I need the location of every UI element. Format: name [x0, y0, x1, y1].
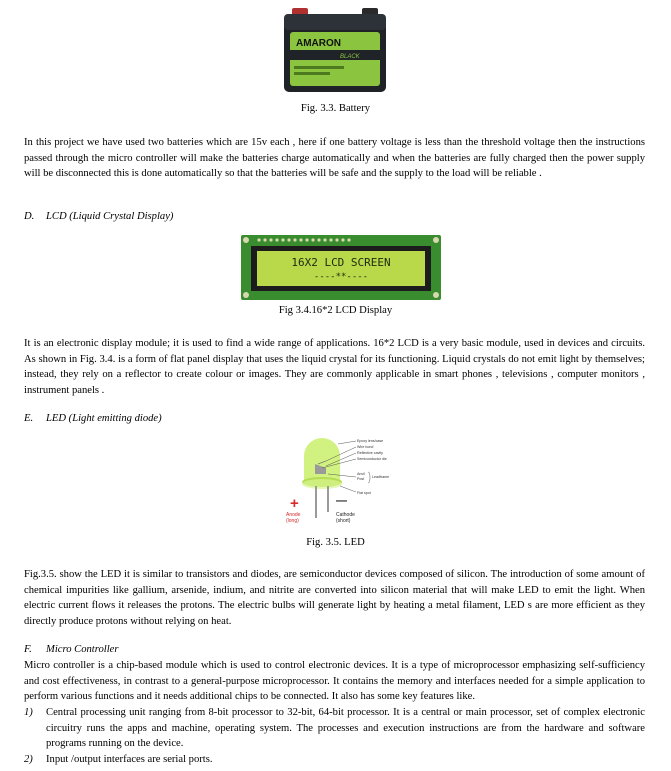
led-minus-sign: — [336, 495, 347, 507]
micro-controller-paragraph: Micro controller is a chip-based module which is used to control electronic devices. It is a type of microprocessor emphasizing self-sufficiency and cost effectiveness, in contrast to a general-purpose microprocessor. It contains the memory and interfaces needed for a simple application to perform various functions and it needs additional chips to be connected. It also has some key features like. [24, 660, 645, 703]
battery-brand-text: AMARON [296, 38, 341, 49]
battery-sublabel-text: BLACK [340, 54, 360, 60]
list-text: Input /output interfaces are serial ports. [46, 754, 213, 765]
led-paragraph: Fig.3.5. show the LED it is similar to transistors and diodes, are semiconductor devices composed of silicon. The introduction of some amount of chemical impurities like gallium, arsenide, indium, and nitrite are converted into silicon material that will make LED to emit the light. When electric current flows it releases the protons. The electric bulbs will generate light by heating a metal filament, LED s are more efficient as they directly produce protons without relying on heat. [24, 569, 645, 627]
section-f-letter: F. [24, 644, 32, 655]
led-anode-label: Anode [286, 512, 301, 518]
section-e-title: LED (Light emitting diode) [46, 413, 162, 424]
section-e-letter: E. [24, 413, 34, 424]
led-label-post: Post [357, 477, 365, 481]
list-item [24, 705, 645, 752]
led-label-flat-spot: Flat spot [357, 491, 371, 495]
led-cathode-sub: (short) [336, 518, 351, 524]
led-label-leadframe: Leadframe [372, 475, 390, 479]
lcd-paragraph: It is an electronic display module; it is used to find a wide range of applications. 16*2 LCD is a very basic module, used in devices and circuits. As shown in Fig. 3.4. is a form of flat panel display that uses the liquid crystal for its functioning. Liquid crystals do not emit light by themselves; instead, they rely on a reflector to create colour or images. They are commonly applicable in smart phones , televisions , computer monitors , instrument panels . [24, 338, 645, 396]
led-label-wire-bond: Wire bond [357, 445, 374, 449]
section-f-title: Micro Controller [46, 644, 119, 655]
lcd-caption: Fig 3.4.16*2 LCD Display [278, 305, 393, 316]
led-label-anvil: Anvil [357, 472, 365, 476]
battery-paragraph: In this project we have used two batteries which are 15v each , here if one battery voltage is less than the threshold voltage then the instructions passed through the micro controller will make the batteries charge automatically and when the batteries are fully charged then the power supply will be disconnected this is done automatically so that the batteries will be safe and the supply to the load will be reliable . [24, 137, 645, 180]
section-d-title: LCD (Liquid Crystal Display) [46, 211, 174, 222]
lcd-screen-line1: 16X2 LCD SCREEN [291, 256, 391, 269]
led-cathode-label: Cathode [336, 512, 355, 518]
battery-caption: Fig. 3.3. Battery [300, 103, 371, 114]
section-f-heading [24, 644, 119, 655]
list-item [24, 752, 645, 768]
list-number: 2) [24, 754, 33, 765]
led-label-reflective-cavity: Reflective cavity [357, 451, 383, 455]
led-diagram [282, 434, 402, 528]
list-number: 1) [24, 707, 33, 718]
battery-image [282, 6, 388, 94]
led-label-semiconductor: Semiconductor die [357, 457, 387, 461]
led-label-epoxy: Epoxy lens/case [357, 439, 384, 443]
section-d-heading [24, 211, 173, 222]
section-e-heading [24, 413, 162, 424]
led-plus-sign: + [290, 495, 299, 512]
lcd-screen-line2: ----**---- [313, 272, 369, 282]
lcd-image [241, 235, 441, 300]
list-text: Central processing unit ranging from 8-bit processor to 32-bit, 64-bit processor. It is a central or main processor, set of complex electronic circuitry runs the apps and machine, operating system. The processes and execution instructions are from the hardware and software programs running on the device. [46, 707, 645, 750]
led-caption: Fig. 3.5. LED [306, 537, 365, 548]
section-d-letter: D. [24, 211, 35, 222]
led-anode-sub: (long) [286, 518, 299, 524]
